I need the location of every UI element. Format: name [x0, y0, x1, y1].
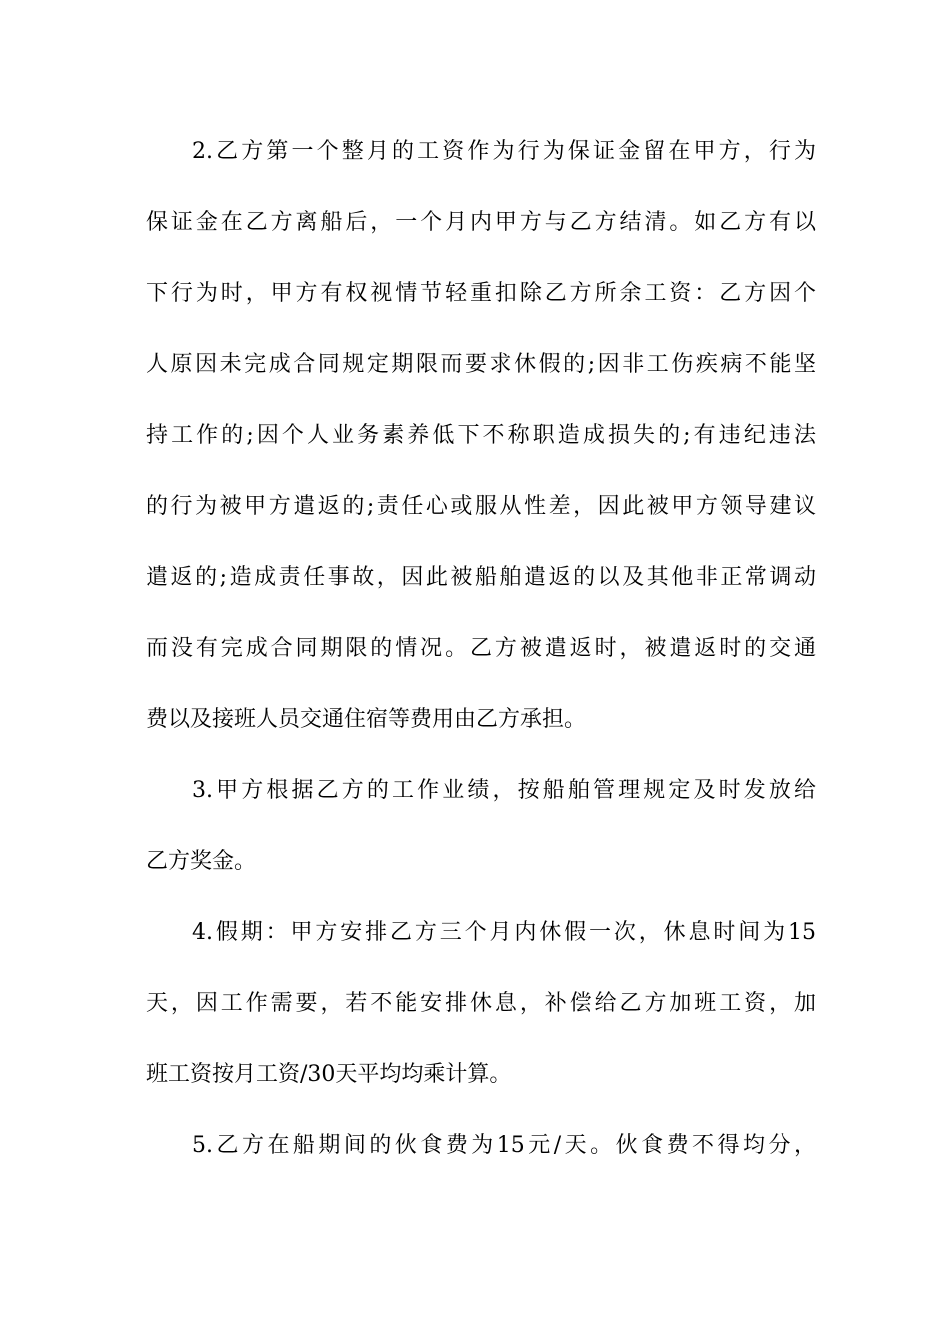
paragraph-2-line-7: 遣返的;造成责任事故，因此被船舶遣返的以及其他非正常调动 [146, 565, 816, 590]
paragraph-2-line-2: 保证金在乙方离船后，一个月内甲方与乙方结清。如乙方有以 [146, 210, 816, 235]
paragraph-2-line-9: 费以及接班人员交通住宿等费用由乙方承担。 [146, 707, 587, 732]
paragraph-2-line-6: 的行为被甲方遣返的;责任心或服从性差，因此被甲方领导建议 [146, 494, 816, 519]
paragraph-4-line-1: 4.假期：甲方安排乙方三个月内休假一次，休息时间为15 [192, 920, 816, 945]
paragraph-3-line-2: 乙方奖金。 [146, 849, 257, 874]
paragraph-2-line-4: 人原因未完成合同规定期限而要求休假的;因非工伤疾病不能坚 [146, 352, 816, 377]
paragraph-2-line-1: 2.乙方第一个整月的工资作为行为保证金留在甲方，行为 [192, 139, 816, 164]
paragraph-4-line-2: 天，因工作需要，若不能安排休息，补偿给乙方加班工资，加 [146, 991, 816, 1016]
paragraph-2-line-5: 持工作的;因个人业务素养低下不称职造成损失的;有违纪违法 [146, 423, 816, 448]
paragraph-4-line-3: 班工资按月工资/30天平均均乘计算。 [146, 1062, 512, 1087]
paragraph-2-line-8: 而没有完成合同期限的情况。乙方被遣返时，被遣返时的交通 [146, 636, 816, 661]
paragraph-3-line-1: 3.甲方根据乙方的工作业绩，按船舶管理规定及时发放给 [192, 778, 816, 803]
paragraph-2-line-3: 下行为时，甲方有权视情节轻重扣除乙方所余工资：乙方因个 [146, 281, 816, 306]
paragraph-5-line-1: 5.乙方在船期间的伙食费为15元/天。伙食费不得均分， [192, 1133, 816, 1158]
